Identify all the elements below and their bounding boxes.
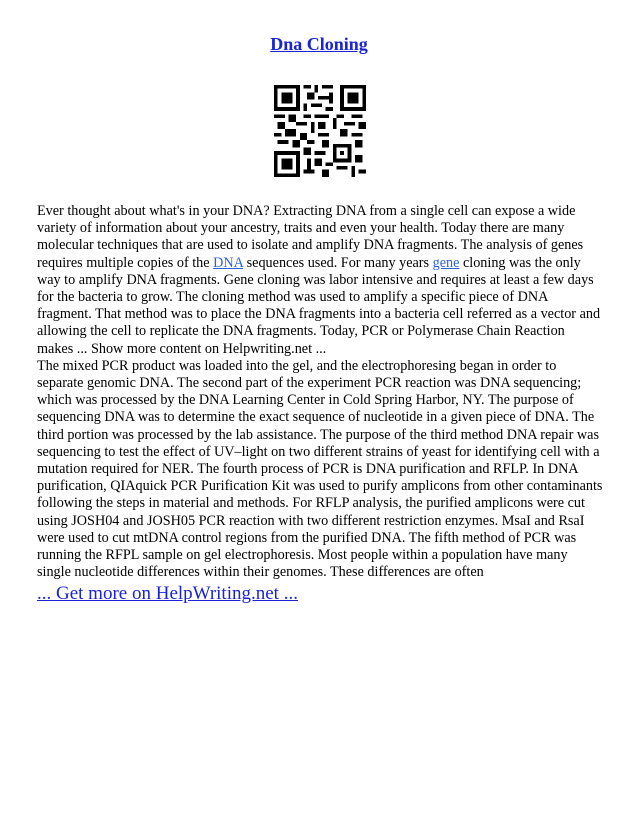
paragraph-1-text-c: cloning was the only way to amplify DNA fragments. Gene cloning was labor intensive and requires at least a few days for the bacteria to grow. The cloning method was used to amplify a specific piece of DNA fragment. That method was to place the DNA fragments into a bacteria cell referred as a vector and allowing the cell to replicate the DNA fragments. Today, PCR or Polymerase Chain Reaction makes ... Show more content on Helpwriting.net ... [37,254,601,357]
article-body [37,203,603,581]
get-more-link[interactable]: ... Get more on HelpWriting.net ... [37,583,298,604]
paragraph-2: The mixed PCR product was loaded into the gel, and the electrophoresing began in order to separate genomic DNA. The second part of the experiment PCR reaction was DNA sequencing; which was processed by the DNA Learning Center in Cold Spring Harbor, NY. The purpose of sequencing DNA was to determine the exact sequence of nucleotide in a given piece of DNA. The third portion was processed by the lab assistance. The purpose of the third method DNA repair was sequencing to test the effect of UV–light on two different strains of yeast for identifying cell with a mutation required for NER. The fourth process of PCR is DNA purification and RFLP. In DNA purification, QIAquick PCR Purification Kit was used to purify amplicons from other contaminants following the steps in material and methods. For RFLP analysis, the purified amplicons were cut using JOSH04 and JOSH05 PCR reaction with two different restriction enzymes. MsaI and RsaI were used to cut mtDNA control regions from the purified DNA. The fifth method of PCR was running the RFPL sample on gel electrophoresis. Most people within a population have many single nucleotide differences within their genomes. These differences are often [37,357,603,581]
title-link[interactable]: Dna Cloning [270,34,368,54]
more-link-container [37,583,298,605]
gene-link[interactable]: gene [432,254,460,271]
document-title [0,34,638,55]
paragraph-1-text-a: Ever thought about what's in your DNA? Extracting DNA from a single cell can expose a wide variety of information about your ancestry, traits and even your health. Today there are many molecular techniques that are used to isolate and amplify DNA fragments. The analysis of genes requires multiple copies of the [37,203,584,271]
paragraph-1-text-b: sequences used. For many years [243,254,433,271]
paragraph-1 [37,203,603,358]
dna-link[interactable]: DNA [213,254,244,271]
qr-code-icon [274,85,366,177]
